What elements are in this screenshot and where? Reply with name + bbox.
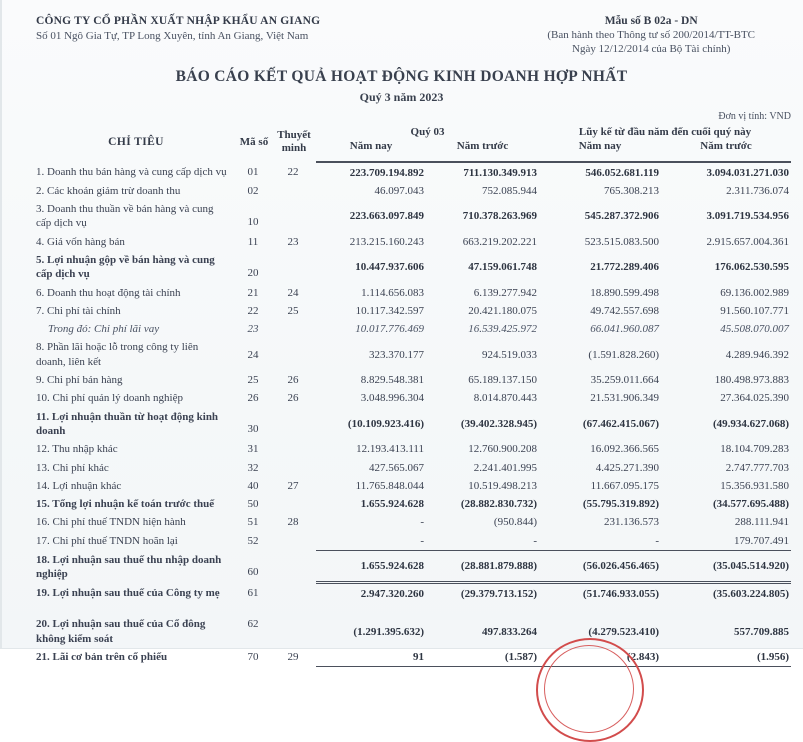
ma-so-cell: 24 — [247, 348, 259, 361]
value-cell: 710.378.263.969 — [462, 210, 537, 223]
value-cell: 765.308.213 — [604, 184, 659, 197]
row-label: 10. Chi phí quản lý doanh nghiệp — [36, 392, 183, 405]
value-cell: 10.017.776.469 — [355, 323, 424, 336]
value-cell: (2.843) — [539, 648, 661, 667]
value-cell: 91 — [316, 648, 426, 667]
value-cell: 179.707.491 — [661, 531, 791, 550]
thuyet-minh-cell: 29 — [287, 651, 299, 664]
value-cell: 4.289.946.392 — [725, 348, 790, 361]
thuyet-minh-cell: 23 — [287, 235, 299, 248]
row-label: 13. Chi phí khác — [36, 461, 109, 474]
thuyet-minh-cell — [272, 320, 316, 338]
form-date-line: Ngày 12/12/2014 của Bộ Tài chính) — [572, 43, 731, 55]
table-row — [36, 513, 791, 531]
table-row — [36, 389, 791, 407]
row-label: 8. Phần lãi hoặc lỗ trong công ty liên doanh, liên kết — [36, 341, 199, 368]
thuyet-minh-cell — [272, 583, 316, 615]
value-cell: 10.519.498.213 — [468, 479, 537, 492]
value-cell: 4.425.271.390 — [595, 461, 659, 474]
value-cell: 45.508.070.007 — [720, 323, 790, 336]
value-cell: 545.287.372.906 — [584, 210, 659, 223]
value-cell: 65.189.137.150 — [468, 374, 537, 387]
value-cell: (34.577.695.488) — [712, 498, 790, 511]
ma-so-cell: 62 — [247, 618, 259, 631]
value-cell: 3.091.719.534.956 — [706, 210, 790, 223]
company-block — [36, 15, 320, 55]
ma-so-cell: 70 — [247, 651, 259, 664]
company-address: Số 01 Ngô Gia Tự, TP Long Xuyên, tỉnh An Giang, Việt Nam — [36, 30, 309, 42]
report-title: BÁO CÁO KẾT QUẢ HOẠT ĐỘNG KINH DOANH HỢP NHẤT — [175, 68, 628, 85]
ma-so-cell: 22 — [247, 304, 259, 317]
value-cell: 18.104.709.283 — [720, 443, 790, 456]
ma-so-cell: 60 — [247, 566, 259, 579]
value-cell: 180.498.973.883 — [714, 374, 790, 387]
column-header-ytd-nam-truoc: Năm trước — [661, 139, 791, 162]
value-cell: 546.052.681.119 — [585, 166, 659, 179]
table-row — [36, 550, 791, 583]
ma-so-cell: 26 — [247, 392, 259, 405]
value-cell: 557.709.885 — [734, 625, 790, 638]
value-cell: (35.603.224.805) — [712, 587, 790, 600]
ma-so-cell: 32 — [247, 461, 259, 474]
table-row — [36, 320, 791, 338]
value-cell: 8.014.870.443 — [473, 392, 537, 405]
value-cell: 752.085.944 — [482, 184, 537, 197]
value-cell: 21.772.289.406 — [590, 261, 659, 274]
ma-so-cell: 21 — [247, 286, 259, 299]
ma-so-cell: 40 — [247, 479, 259, 492]
value-cell: (56.026.456.465) — [539, 550, 661, 583]
thuyet-minh-cell: 25 — [287, 304, 299, 317]
table-row — [36, 583, 791, 615]
table-row — [36, 181, 791, 199]
thuyet-minh-cell — [272, 181, 316, 199]
value-cell: (1.956) — [661, 648, 791, 667]
value-cell: 2.311.736.074 — [726, 184, 790, 197]
thuyet-minh-cell — [272, 615, 316, 648]
value-cell: (950.844) — [493, 516, 537, 529]
value-cell: 11.667.095.175 — [590, 479, 659, 492]
column-header-q-nam-truoc: Năm trước — [426, 139, 539, 162]
value-cell: 91.560.107.771 — [720, 304, 790, 317]
row-label: 12. Thu nhập khác — [36, 443, 118, 456]
table-row — [36, 162, 791, 181]
form-code: Mẫu số B 02a - DN — [604, 15, 698, 27]
row-label: 3. Doanh thu thuần về bán hàng và cung cấp dịch vụ — [36, 203, 214, 230]
thuyet-minh-cell: 28 — [287, 516, 299, 529]
thuyet-minh-cell — [272, 338, 316, 371]
table-row — [36, 531, 791, 550]
row-label: 21. Lãi cơ bản trên cổ phiếu — [36, 651, 168, 664]
table-row — [36, 495, 791, 513]
value-cell: 711.130.349.913 — [463, 166, 537, 179]
value-cell: 12.193.413.111 — [356, 443, 424, 456]
value-cell: 1.655.924.628 — [360, 498, 424, 511]
ma-so-cell: 50 — [247, 498, 259, 511]
thuyet-minh-cell: 24 — [287, 286, 299, 299]
value-cell: 663.219.202.221 — [462, 235, 537, 248]
ma-so-cell: 61 — [247, 586, 259, 599]
thuyet-minh-cell: 26 — [287, 374, 299, 387]
row-label: 17. Chi phí thuế TNDN hoãn lại — [36, 534, 178, 547]
value-cell: (1.591.828.260) — [588, 348, 659, 361]
column-group-quarter: Quý 03 — [410, 126, 445, 138]
value-cell: 20.421.180.075 — [468, 304, 537, 317]
row-label: 9. Chi phí bán hàng — [36, 374, 123, 387]
thuyet-minh-cell: 22 — [287, 166, 299, 178]
form-reference-block — [547, 15, 755, 55]
ma-so-cell: 25 — [247, 374, 259, 387]
row-label: 20. Lợi nhuận sau thuế của Cổ đông không kiểm soát — [36, 618, 206, 645]
ma-so-cell: 51 — [247, 516, 259, 529]
table-row — [36, 458, 791, 476]
column-header-ytd-nam-nay: Năm nay — [539, 139, 661, 162]
value-cell: (51.746.933.055) — [582, 587, 659, 600]
value-cell: 288.111.941 — [734, 516, 790, 529]
ma-so-cell: 01 — [247, 166, 259, 178]
value-cell: 176.062.530.595 — [714, 261, 790, 274]
table-row — [36, 440, 791, 458]
value-cell: 46.097.043 — [374, 184, 424, 197]
table-row — [36, 232, 791, 250]
ma-so-cell: 30 — [247, 423, 259, 436]
report-period: Quý 3 năm 2023 — [359, 90, 444, 104]
value-cell: (28.881.879.888) — [426, 550, 539, 583]
ma-so-cell: 52 — [247, 534, 259, 547]
value-cell: (35.045.514.920) — [661, 550, 791, 583]
thuyet-minh-cell — [272, 407, 316, 440]
ma-so-cell: 02 — [247, 184, 259, 197]
table-row — [36, 338, 791, 371]
value-cell: 323.370.177 — [369, 348, 424, 361]
column-header-thuyet-minh: Thuyết minh — [277, 129, 311, 154]
thuyet-minh-cell — [272, 440, 316, 458]
value-cell: (10.109.923.416) — [347, 417, 424, 430]
value-cell: 223.663.097.849 — [349, 210, 424, 223]
value-cell: 69.136.002.989 — [720, 286, 790, 299]
value-cell: 15.356.931.580 — [720, 479, 790, 492]
value-cell: 3.094.031.271.030 — [706, 166, 790, 179]
row-label: 6. Doanh thu hoạt động tài chính — [36, 286, 181, 299]
thuyet-minh-cell — [272, 200, 316, 233]
value-cell: (49.934.627.068) — [712, 417, 790, 430]
row-label: 5. Lợi nhuận gộp về bán hàng và cung cấp dịch vụ — [36, 253, 215, 281]
value-cell: 21.531.906.349 — [590, 392, 659, 405]
value-cell: 16.539.425.972 — [468, 323, 537, 336]
table-row — [36, 301, 791, 319]
value-cell: 427.565.067 — [369, 461, 424, 474]
value-cell: 1.655.924.628 — [316, 550, 426, 583]
column-header-q-nam-nay: Năm nay — [316, 139, 426, 162]
row-label: Trong đó: Chi phí lãi vay — [48, 323, 160, 336]
value-cell: 6.139.277.942 — [473, 286, 537, 299]
value-cell: 223.709.194.892 — [349, 166, 424, 179]
value-cell: 213.215.160.243 — [349, 235, 424, 248]
value-cell: 10.117.342.597 — [355, 304, 424, 317]
value-cell: (39.402.328.945) — [460, 417, 537, 430]
value-cell: (1.587) — [426, 648, 539, 667]
value-cell: (28.882.830.732) — [460, 498, 537, 511]
table-row — [36, 200, 791, 233]
row-label: 7. Chi phí tài chính — [36, 304, 121, 317]
row-label: 11. Lợi nhuận thuần từ hoạt động kinh doanh — [36, 410, 219, 437]
ma-so-cell: 23 — [247, 323, 259, 336]
currency-unit-note: Đơn vị tính: VND — [718, 111, 791, 122]
table-row — [36, 371, 791, 389]
value-cell: 231.136.573 — [604, 516, 659, 529]
value-cell: 2.241.401.995 — [473, 461, 537, 474]
table-row — [36, 615, 791, 648]
ma-so-cell: 20 — [247, 266, 259, 279]
value-cell: 12.760.900.208 — [468, 443, 537, 456]
thuyet-minh-cell — [272, 550, 316, 583]
column-header-chi-tieu: CHỈ TIÊU — [108, 136, 164, 148]
table-body — [36, 162, 791, 666]
value-cell: 11.765.848.044 — [355, 479, 424, 492]
value-cell: 35.259.011.664 — [590, 374, 659, 387]
value-cell: (55.795.319.892) — [582, 498, 659, 511]
row-label: 18. Lợi nhuận sau thuế thu nhập doanh nghiệp — [36, 553, 222, 580]
row-label: 14. Lợi nhuận khác — [36, 479, 122, 492]
company-name: CÔNG TY CỔ PHẦN XUẤT NHẬP KHẨU AN GIANG — [36, 15, 321, 27]
income-statement-table — [36, 122, 791, 667]
column-group-ytd: Lũy kế từ đầu năm đến cuối quý này — [578, 126, 752, 138]
table-header — [36, 122, 791, 162]
value-cell: 3.048.996.304 — [360, 392, 424, 405]
value-cell: 1.114.656.083 — [361, 286, 424, 299]
value-cell: 2.947.320.260 — [360, 587, 424, 600]
value-cell: - — [316, 531, 426, 550]
thuyet-minh-cell — [272, 250, 316, 283]
ma-so-cell: 10 — [247, 215, 259, 228]
value-cell: 47.159.061.748 — [468, 261, 537, 274]
value-cell: (67.462.415.067) — [582, 417, 659, 430]
table-row — [36, 648, 791, 667]
thuyet-minh-cell: 27 — [287, 479, 299, 492]
row-label: 16. Chi phí thuế TNDN hiện hành — [36, 516, 186, 529]
value-cell: 16.092.366.565 — [590, 443, 659, 456]
value-cell: 924.519.033 — [482, 348, 537, 361]
value-cell: 497.833.264 — [482, 625, 537, 638]
value-cell: 2.747.777.703 — [725, 461, 790, 474]
value-cell: 49.742.557.698 — [590, 304, 659, 317]
ma-so-cell: 11 — [247, 235, 259, 248]
table-row — [36, 407, 791, 440]
row-label: 19. Lợi nhuận sau thuế của Công ty mẹ — [36, 586, 220, 599]
value-cell: (4.279.523.410) — [588, 625, 659, 638]
thuyet-minh-cell — [272, 458, 316, 476]
letterhead — [0, 0, 803, 55]
table-row — [36, 283, 791, 301]
value-cell: 66.041.960.087 — [590, 323, 659, 336]
value-cell: 18.890.599.498 — [590, 286, 659, 299]
row-label: 4. Giá vốn hàng bán — [36, 235, 125, 248]
value-cell: - — [539, 531, 661, 550]
row-label: 1. Doanh thu bán hàng và cung cấp dịch vụ — [36, 166, 227, 178]
table-row — [36, 476, 791, 494]
value-cell: 8.829.548.381 — [360, 374, 424, 387]
thuyet-minh-cell — [272, 531, 316, 550]
thuyet-minh-cell: 26 — [287, 392, 299, 405]
value-cell: - — [420, 516, 424, 529]
thuyet-minh-cell — [272, 495, 316, 513]
value-cell: (29.379.713.152) — [460, 587, 537, 600]
value-cell: 27.364.025.390 — [720, 392, 790, 405]
column-header-ma-so: Mã số — [239, 135, 269, 148]
value-cell: 10.447.937.606 — [355, 261, 424, 274]
row-label: 2. Các khoản giảm trừ doanh thu — [36, 184, 181, 197]
form-circular-line: (Ban hành theo Thông tư số 200/2014/TT-BTC — [547, 29, 755, 41]
red-company-seal-inner-ring — [544, 645, 634, 733]
value-cell: - — [426, 531, 539, 550]
row-label: 15. Tổng lợi nhuận kế toán trước thuế — [36, 498, 215, 511]
value-cell: (1.291.395.632) — [353, 625, 424, 638]
value-cell: 2.915.657.004.361 — [706, 235, 790, 248]
value-cell: 523.515.083.500 — [584, 235, 659, 248]
ma-so-cell: 31 — [247, 443, 259, 456]
table-row — [36, 250, 791, 283]
